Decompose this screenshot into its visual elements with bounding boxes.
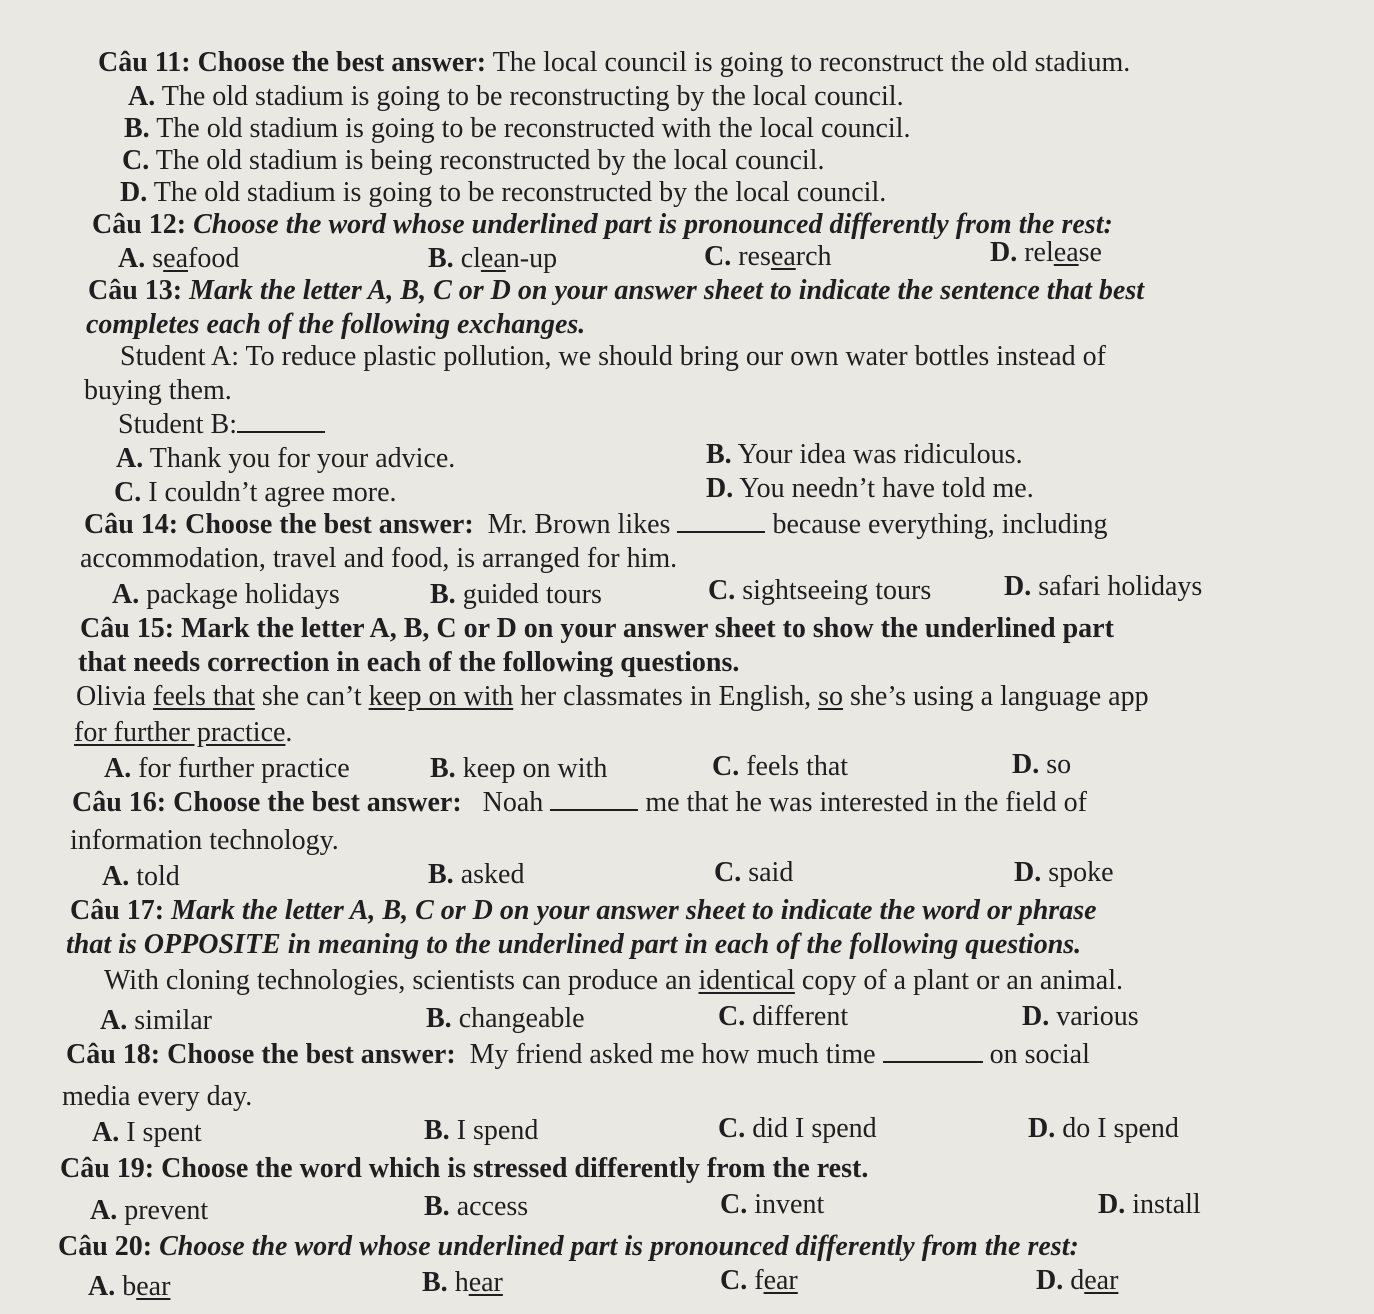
- question-number: Câu 11:: [98, 47, 191, 78]
- q20-heading: [58, 1230, 1079, 1264]
- q11-heading: [98, 46, 1130, 80]
- question-instruction: Mark the letter A, B, C or D on your answer sheet to indicate the sentence that best: [189, 275, 1145, 306]
- q11-option-b: B. The old stadium is going to be reconstructed with the local council.: [124, 113, 911, 144]
- q13-option-c: C. I couldn’t agree more.: [114, 477, 397, 508]
- question-number: Câu 14:: [84, 509, 179, 540]
- answer-blank: [237, 409, 325, 433]
- question-number: Câu 18:: [66, 1039, 161, 1070]
- q16-heading: Câu 16: Choose the best answer: Noah me that he was interested in the field of: [72, 787, 1087, 818]
- answer-blank: [550, 787, 638, 811]
- question-instruction: Choose the word whose underlined part is pronounced differently from the rest:: [193, 209, 1113, 240]
- q13-student-a: Student A: To reduce plastic pollution, we should bring our own water bottles instead of: [120, 341, 1106, 372]
- q18-option-b: B. I spend: [424, 1115, 539, 1146]
- q15-option-c: C. feels that: [712, 751, 849, 782]
- q16-option-c: C. said: [714, 857, 794, 888]
- q13-option-d: D. You needn’t have told me.: [706, 473, 1034, 504]
- q17-option-a: A. similar: [100, 1005, 212, 1036]
- q16-stem-line2: information technology.: [70, 825, 339, 856]
- question-instruction: Choose the word which is stressed differently from the rest.: [161, 1153, 869, 1184]
- q14-option-a: A. package holidays: [112, 579, 340, 610]
- q19-heading: [60, 1152, 868, 1186]
- question-instruction: Choose the word whose underlined part is pronounced differently from the rest:: [159, 1231, 1079, 1262]
- question-instruction: Mark the letter A, B, C or D on your answer sheet to show the underlined part: [181, 613, 1114, 644]
- q19-option-a: A. prevent: [90, 1195, 209, 1226]
- q14-option-d: D. safari holidays: [1004, 571, 1203, 602]
- q13-student-a-line2: buying them.: [84, 375, 232, 406]
- q20-option-d: D. dear: [1036, 1265, 1119, 1296]
- q15-option-b: B. keep on with: [430, 753, 608, 784]
- q16-option-b: B. asked: [428, 859, 525, 890]
- question-number: Câu 17:: [70, 895, 165, 926]
- question-number: Câu 19:: [60, 1153, 155, 1184]
- q18-heading: Câu 18: Choose the best answer: My friend asked me how much time on social: [66, 1039, 1090, 1070]
- answer-blank: [677, 509, 765, 533]
- q19-option-d: D. install: [1098, 1189, 1201, 1220]
- q15-sentence-line2: for further practice.: [74, 717, 293, 748]
- question-instruction: Choose the best answer:: [185, 509, 474, 540]
- q12-option-b: B. clean-up: [428, 243, 558, 274]
- q11-option-d: D. The old stadium is going to be reconstructed by the local council.: [120, 177, 887, 208]
- question-instruction: Choose the best answer:: [197, 47, 487, 78]
- q15-option-a: A. for further practice: [104, 753, 350, 784]
- q13-option-b: B. Your idea was ridiculous.: [706, 439, 1023, 470]
- question-number: Câu 12:: [92, 209, 187, 240]
- question-instruction: Mark the letter A, B, C or D on your answer sheet to indicate the word or phrase: [171, 895, 1097, 926]
- q15-option-d: D. so: [1012, 749, 1072, 780]
- q20-option-b: B. hear: [422, 1267, 503, 1298]
- q17-option-b: B. changeable: [426, 1003, 585, 1034]
- q14-stem-line2: accommodation, travel and food, is arranged for him.: [80, 543, 678, 574]
- q20-option-a: A. bear: [88, 1271, 171, 1302]
- q16-option-d: D. spoke: [1014, 857, 1114, 888]
- q18-option-d: D. do I spend: [1028, 1113, 1179, 1144]
- q17-instruction-line2: that is OPPOSITE in meaning to the underlined part in each of the following questions.: [66, 929, 1082, 960]
- q13-student-b: Student B:: [118, 408, 325, 442]
- q17-option-c: C. different: [718, 1001, 849, 1032]
- q11-option-c: C. The old stadium is being reconstructed by the local council.: [122, 145, 825, 176]
- q17-heading: [70, 894, 1097, 928]
- question-number: Câu 15:: [80, 613, 175, 644]
- q12-option-a: A. seafood: [118, 243, 240, 274]
- q16-option-a: A. told: [102, 861, 180, 892]
- q12-option-c: C. research: [704, 241, 832, 272]
- question-instruction: Choose the best answer:: [173, 787, 462, 818]
- q12-option-d: D. release: [990, 237, 1102, 268]
- q20-option-c: C. fear: [720, 1265, 798, 1296]
- q15-heading: [80, 612, 1114, 646]
- q15-sentence: Olivia feels that she can’t keep on with her classmates in English, so she’s using a language app: [76, 681, 1149, 712]
- q11-option-a: A. The old stadium is going to be reconstructing by the local council.: [128, 81, 904, 112]
- q12-heading: [92, 208, 1113, 242]
- q18-stem-line2: media every day.: [62, 1081, 253, 1112]
- q13-instruction-line2: completes each of the following exchanges.: [86, 309, 586, 340]
- q14-option-b: B. guided tours: [430, 579, 602, 610]
- question-number: Câu 16:: [72, 787, 167, 818]
- q13-heading: [88, 274, 1144, 308]
- q18-option-c: C. did I spend: [718, 1113, 877, 1144]
- q14-heading: Câu 14: Choose the best answer: Mr. Brown likes because everything, including: [84, 509, 1108, 540]
- question-number: Câu 20:: [58, 1231, 153, 1262]
- q18-option-a: A. I spent: [92, 1117, 202, 1148]
- q15-instruction-line2: that needs correction in each of the following questions.: [78, 647, 740, 678]
- q13-option-a: A. Thank you for your advice.: [116, 443, 456, 474]
- q17-sentence: With cloning technologies, scientists can produce an identical copy of a plant or an animal.: [104, 965, 1124, 996]
- answer-blank: [883, 1039, 983, 1063]
- q17-option-d: D. various: [1022, 1001, 1139, 1032]
- question-number: Câu 13:: [88, 275, 183, 306]
- question-stem: The local council is going to reconstruct the old stadium.: [492, 47, 1131, 78]
- q19-option-b: B. access: [424, 1191, 529, 1222]
- q19-option-c: C. invent: [720, 1189, 825, 1220]
- q14-option-c: C. sightseeing tours: [708, 575, 932, 606]
- question-instruction: Choose the best answer:: [167, 1039, 456, 1070]
